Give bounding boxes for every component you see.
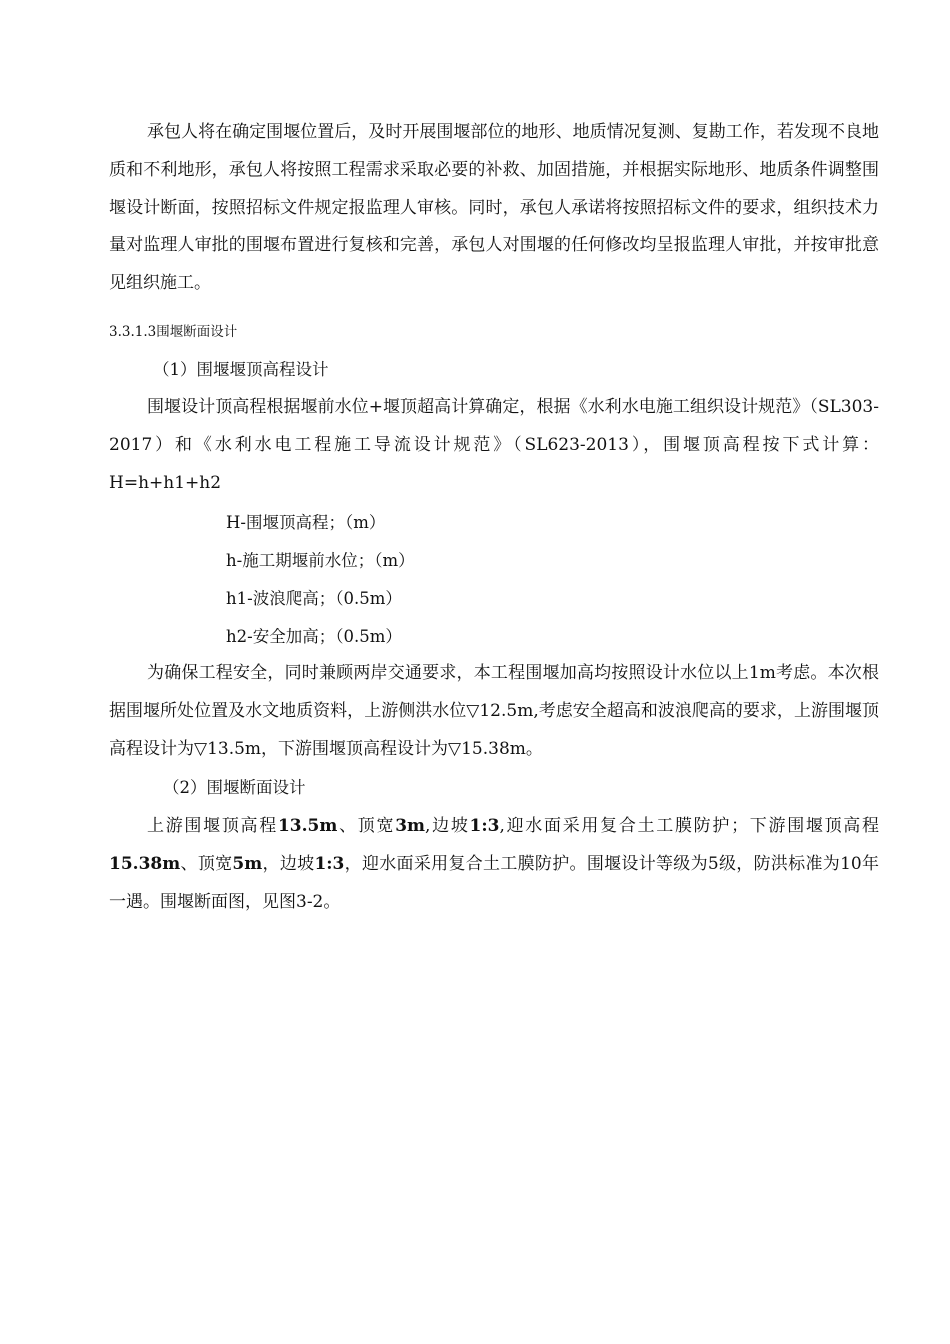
definition-h: h-施工期堰前水位；（m） xyxy=(226,551,415,570)
downstream-crest-value: 15.38m xyxy=(109,853,181,874)
text-run: ，迎水面采用复合土工膜防护。围堰设计等级为5级，防洪标准为10年一遇。围堰断面图，见图3-2。 xyxy=(109,853,879,912)
definition-h1: h1-波浪爬高；（0.5m） xyxy=(226,589,402,608)
upstream-width-value: 3m xyxy=(395,816,426,836)
downstream-width-value: 5m xyxy=(232,853,263,874)
text-run: ,迎水面采用复合土工膜防护；下游围堰顶高程 xyxy=(499,816,880,836)
paragraph-elevation-formula: 围堰设计顶高程根据堰前水位+堰顶超高计算确定，根据《水利水电施工组织设计规范》（SL303-2017）和《水利水电工程施工导流设计规范》（SL623-2013），围堰顶高程按下式计算：H=h+h1+h2 xyxy=(109,397,879,493)
definition-h2: h2-安全加高；（0.5m） xyxy=(226,627,402,646)
paragraph-safety-elevation: 为确保工程安全，同时兼顾两岸交通要求，本工程围堰加高均按照设计水位以上1m考虑。本次根据围堰所处位置及水文地质资料，上游侧洪水位▽12.5m,考虑安全超高和波浪爬高的要求，上游围堰顶高程设计为▽13.5m，下游围堰顶高程设计为▽15.38m。 xyxy=(109,663,879,759)
subheading-crest-elevation: （1）围堰堰顶高程设计 xyxy=(153,360,329,379)
text-run: 、顶宽 xyxy=(180,853,233,874)
downstream-slope-value: 1:3 xyxy=(314,853,345,874)
paragraph-cofferdam-survey: 承包人将在确定围堰位置后，及时开展围堰部位的地形、地质情况复测、复勘工作，若发现不良地质和不利地形，承包人将按照工程需求采取必要的补救、加固措施，并根据实际地形、地质条件调整围堰设计断面，按照招标文件规定报监理人审核。同时，承包人承诺将按照招标文件的要求，组织技术力量对监理人审批的围堰布置进行复核和完善，承包人对围堰的任何修改均呈报监理人审批，并按审批意见组织施工。 xyxy=(109,122,879,294)
paragraph-section-design xyxy=(109,808,879,921)
text-run: ，边坡 xyxy=(262,853,315,874)
text-run: 上游围堰顶高程 xyxy=(147,816,278,836)
upstream-slope-value: 1:3 xyxy=(469,816,500,836)
upstream-crest-value: 13.5m xyxy=(277,816,338,836)
text-run: 、顶宽 xyxy=(337,816,396,836)
definition-H: H-围堰顶高程；（m） xyxy=(226,513,386,532)
text-run: ,边坡 xyxy=(425,816,470,836)
subheading-section-design: （2）围堰断面设计 xyxy=(163,778,306,797)
section-heading: 3.3.1.3围堰断面设计 xyxy=(109,324,238,340)
